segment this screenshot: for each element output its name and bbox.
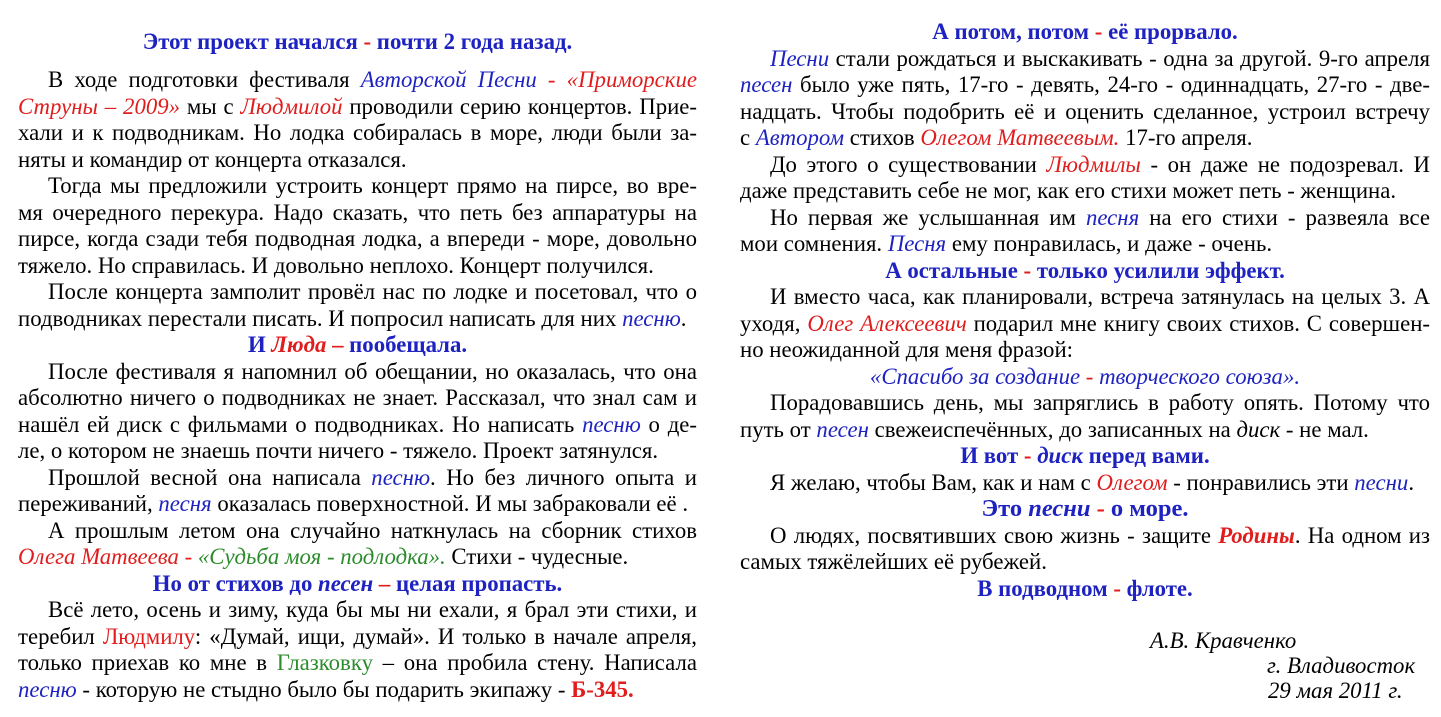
text-run: Я желаю, чтобы Вам, как и нам с — [770, 469, 1097, 495]
heading — [740, 19, 1430, 46]
text-run: Олегом Матвеевым. — [920, 125, 1120, 150]
paragraph — [740, 523, 1430, 576]
text-run: А остальные — [885, 257, 1024, 283]
text-run: песни — [1354, 469, 1409, 495]
text-line — [740, 258, 1430, 285]
text-line — [18, 279, 697, 306]
text-run: – — [373, 570, 396, 596]
text-run: Олега Матвеева - — [18, 544, 198, 569]
text-run: даже представить себе не мог, как его стихи может петь - женщина. — [740, 178, 1397, 203]
right-column — [740, 19, 1430, 602]
paragraph — [18, 518, 697, 571]
text-line — [18, 571, 697, 598]
text-run: подводниках перестали писать. И попросил написать для них — [18, 305, 623, 331]
text-run: песня — [158, 491, 212, 516]
text-run: стихов — [844, 125, 921, 150]
text-run: перед вами. — [1082, 443, 1210, 468]
text-run: свежеиспечённых, до записанных на — [868, 416, 1237, 442]
text-run: Стихи - чудесные. — [445, 544, 629, 569]
text-line — [18, 412, 697, 439]
heading — [740, 496, 1430, 523]
text-run: стали рождаться и выскакивать - одна за другой. 9-го апреля — [829, 45, 1430, 71]
text-run: И вместо часа, как планировали, встреча затянулась на целых 3. А — [770, 284, 1430, 309]
text-run: Автором — [755, 125, 844, 150]
text-line — [18, 332, 697, 359]
paragraph — [18, 359, 697, 465]
text-run: нашёл ей диск с фильмами о подводниках. Но написать — [18, 411, 583, 437]
text-run: няты и командир от концерта отказался. — [18, 146, 407, 172]
text-line — [18, 253, 697, 280]
text-line — [740, 284, 1430, 311]
paragraph — [18, 173, 697, 279]
text-run: песню — [371, 464, 431, 490]
signature-city: г. Владивосток — [1267, 653, 1416, 678]
paragraph — [18, 465, 697, 518]
paragraph — [740, 46, 1430, 152]
text-run: Глазковку — [276, 650, 373, 675]
text-line — [740, 364, 1430, 391]
text-run: Но первая же услышанная им — [770, 204, 1086, 230]
text-run: теребил — [18, 623, 103, 649]
text-run: диск — [1236, 416, 1281, 442]
text-line — [740, 72, 1430, 99]
text-line — [740, 523, 1430, 550]
text-run: Олег Алексеевич — [807, 310, 967, 336]
text-run: хали и к подводникам. Но лодка собиралась в море, люди были за- — [18, 120, 697, 145]
text-run: Это — [981, 495, 1029, 522]
paragraph — [740, 390, 1430, 443]
text-run: пирсе, когда сзади тебя подводная лодка, а впереди - море, довольно — [18, 226, 697, 251]
heading — [740, 443, 1430, 470]
text-line — [18, 200, 697, 227]
text-line — [18, 624, 697, 651]
heading — [740, 576, 1430, 603]
text-run: оказалась поверхностной. И мы забраковали её . — [211, 491, 689, 516]
text-run: - которую не стыдно было бы подарить экипажу - — [76, 676, 572, 702]
quote — [740, 364, 1430, 391]
text-line — [740, 337, 1430, 364]
text-run: только усилили эффект. — [1031, 257, 1285, 283]
text-run: - не мал. — [1280, 416, 1369, 442]
heading — [740, 258, 1430, 285]
text-run: - — [363, 29, 372, 54]
text-run: на его стихи - развеяла все — [1139, 204, 1430, 230]
text-line — [18, 491, 697, 518]
text-line — [740, 231, 1430, 258]
text-run: ему понравилась, и даже - очень. — [946, 231, 1273, 256]
paragraph — [740, 152, 1430, 205]
text-line — [740, 549, 1430, 576]
text-run: После фестиваля я напомнил об обещании, но оказалась, что она — [48, 358, 697, 384]
text-run: Родины — [1218, 522, 1295, 548]
text-run: - — [1085, 363, 1094, 389]
text-run: И — [247, 332, 272, 357]
text-run: - — [1094, 19, 1103, 44]
text-run: - понравились эти — [1167, 469, 1355, 495]
text-line — [740, 152, 1430, 179]
text-run: мы с — [180, 93, 241, 119]
text-run: мя очередного перекура. Надо сказать, что петь без аппаратуры на — [18, 199, 697, 225]
text-run: «Судьба моя - подлодка». — [197, 544, 446, 569]
text-run: - «Приморские — [536, 67, 697, 92]
text-run: «Спасибо за создание — [869, 363, 1086, 389]
text-line — [18, 385, 697, 412]
text-line — [18, 597, 697, 624]
text-run: Людмилу — [102, 623, 195, 649]
text-line — [18, 226, 697, 253]
text-run: . — [680, 305, 687, 331]
text-run: . — [1408, 469, 1415, 495]
text-run: . На одном из — [1294, 522, 1431, 548]
text-run: только приехав ко мне в — [18, 650, 277, 675]
text-run: Песня — [887, 231, 947, 256]
text-run: - — [1090, 495, 1111, 522]
text-run: почти 2 года назад. — [371, 29, 573, 54]
text-line — [740, 470, 1430, 497]
text-line — [740, 205, 1430, 232]
text-run: абсолютно ничего о подводниках не знает. Рассказал, что знал сам и — [18, 385, 697, 410]
heading — [18, 571, 697, 598]
text-run: Авторской Песни — [360, 67, 537, 92]
text-run: – она пробила стену. Написала — [372, 650, 697, 675]
text-run: Этот проект начался — [142, 29, 364, 54]
text-line — [740, 443, 1430, 470]
text-line — [740, 125, 1430, 152]
text-line — [740, 46, 1430, 73]
text-run: было уже пять, 17-го - девять, 24-го - одиннадцать, 27-го - две- — [792, 72, 1430, 97]
text-run: Б-345. — [571, 676, 634, 702]
paragraph — [740, 284, 1430, 364]
text-run: - он даже не подозревал. И — [1140, 151, 1430, 177]
heading — [18, 332, 697, 359]
text-run: песен — [740, 72, 793, 97]
text-line — [740, 390, 1430, 417]
text-run: А прошлым летом она случайно наткнулась на сборник стихов — [48, 517, 697, 543]
text-run: ле, о котором не знаешь почти ничего - тяжело. Проект затянулся. — [18, 438, 659, 463]
text-line — [18, 147, 697, 174]
text-line — [18, 67, 697, 94]
paragraph — [740, 470, 1430, 497]
heading — [18, 29, 697, 56]
text-run: тяжело. Но справилась. И довольно неплохо. Концерт получился. — [18, 252, 654, 278]
text-run: Олегом — [1096, 469, 1168, 495]
text-run: песню — [622, 305, 681, 331]
text-run: о море. — [1110, 495, 1189, 522]
text-line — [18, 677, 697, 704]
text-run: целая пропасть. — [395, 570, 563, 596]
text-run: надцать. Чтобы подобрить её и оценить сделанное, устроил встречу — [740, 98, 1430, 124]
text-run: – — [326, 332, 350, 357]
paragraph — [740, 205, 1430, 258]
text-run: песен — [318, 570, 374, 596]
text-run: : «Думай, ищи, думай». И только в начале апреля, — [194, 623, 697, 649]
text-run: Порадовавшись день, мы запряглись в работу опять. Потому что — [770, 390, 1430, 415]
text-line — [740, 417, 1430, 444]
left-column — [18, 29, 697, 703]
text-run: Люда — [271, 332, 327, 357]
text-run: Но от стихов до — [152, 570, 319, 596]
text-run: Людмилой — [240, 93, 343, 119]
text-run: И вот — [960, 443, 1024, 468]
text-run: самых тяжёлейших её рубежей. — [740, 549, 1047, 574]
text-run: Прошлой весной она написала — [48, 464, 372, 490]
text-run: В подводном — [977, 575, 1114, 601]
text-line — [18, 29, 697, 56]
text-run: песен — [816, 416, 869, 442]
text-run: флоте. — [1120, 575, 1193, 601]
text-run: её прорвало. — [1102, 19, 1238, 44]
text-run: Песни — [770, 45, 830, 71]
text-run: песню — [582, 411, 641, 437]
text-line — [740, 496, 1430, 523]
signature-author: А.В. Кравченко — [1150, 628, 1297, 653]
text-run: - — [1023, 443, 1032, 468]
text-run: 17-го апреля. — [1119, 125, 1253, 150]
paragraph — [18, 67, 697, 173]
text-run: мои сомнения. — [740, 231, 888, 256]
text-run: уходя, — [740, 310, 808, 336]
text-run: До этого о существовании — [770, 151, 1047, 177]
text-run: о де- — [640, 411, 697, 437]
text-line — [18, 94, 697, 121]
text-run: с — [740, 125, 756, 150]
text-run: песню — [18, 676, 77, 702]
text-line — [740, 99, 1430, 126]
text-run: диск — [1031, 443, 1083, 468]
text-run: После концерта замполит провёл нас по лодке и посетовал, что о — [48, 279, 697, 304]
text-line — [18, 518, 697, 545]
text-line — [18, 465, 697, 492]
text-run: пообещала. — [349, 332, 468, 357]
signature-date: 29 мая 2011 г. — [1268, 678, 1403, 703]
text-line — [740, 311, 1430, 338]
text-run: Всё лето, осень и зиму, куда бы мы ни ехали, я брал эти стихи, и — [48, 597, 697, 622]
text-line — [18, 544, 697, 571]
text-run: песня — [1085, 204, 1140, 230]
text-run: проводили серию концертов. Прие- — [342, 93, 698, 119]
text-run: путь от — [740, 416, 817, 442]
text-run: подарил мне книгу своих стихов. С совершен- — [966, 310, 1430, 336]
text-run: . Но без личного опыта и — [430, 464, 697, 490]
text-run: - — [1113, 575, 1121, 601]
text-run: Струны – 2009» — [18, 93, 181, 119]
paragraph — [18, 597, 697, 703]
text-line — [740, 576, 1430, 603]
text-run: А потом, потом — [932, 19, 1095, 44]
text-line — [18, 120, 697, 147]
text-line — [740, 19, 1430, 46]
text-run: переживаний, — [18, 491, 159, 516]
text-run: Людмилы — [1046, 151, 1141, 177]
text-line — [18, 173, 697, 200]
text-run: но неожиданной для меня фразой: — [740, 337, 1073, 362]
text-run: О людях, посвятивших свою жизнь - защите — [770, 522, 1219, 548]
text-line — [740, 178, 1430, 205]
text-run: Тогда мы предложили устроить концерт прямо на пирсе, во вре- — [48, 173, 697, 198]
text-run: творческого союза». — [1093, 363, 1301, 389]
text-line — [18, 306, 697, 333]
paragraph — [18, 279, 697, 332]
text-run: песни — [1028, 495, 1091, 522]
text-line — [18, 650, 697, 677]
text-run: - — [1023, 257, 1032, 283]
text-line — [18, 359, 697, 386]
text-line — [18, 438, 697, 465]
text-run: В ходе подготовки фестиваля — [48, 67, 361, 92]
